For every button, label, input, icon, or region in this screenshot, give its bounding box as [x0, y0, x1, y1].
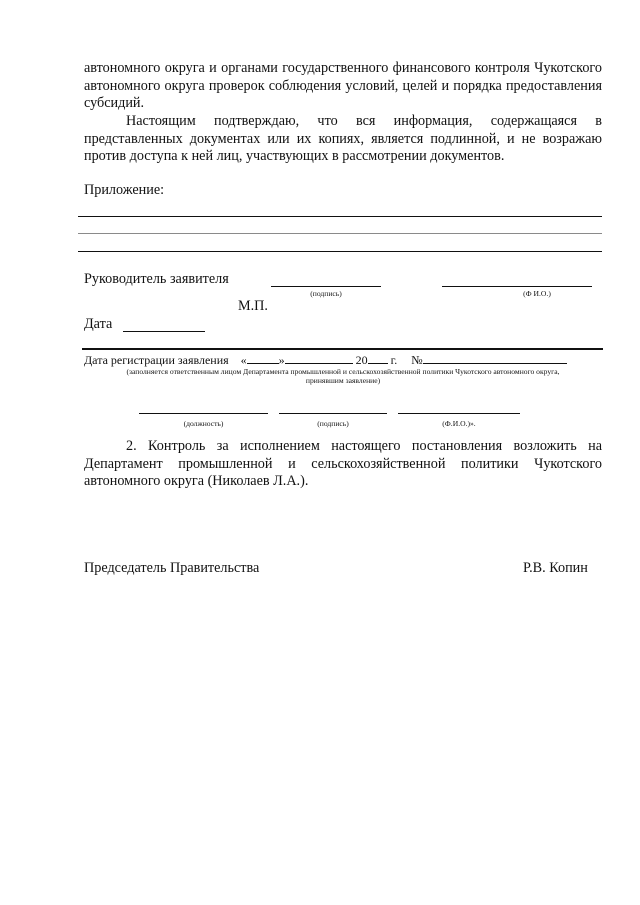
registration-note-line-1: (заполняется ответственным лицом Департамента промышленной и сельскохозяйственной политики Чукотского автономного округа,	[126, 367, 560, 376]
head-fio-line	[442, 286, 592, 287]
date-line	[123, 331, 205, 332]
registrar-fio-caption: (Ф.И.О.)».	[442, 419, 476, 428]
appendix-line-2	[78, 233, 602, 234]
chair-name: Р.В. Копин	[523, 560, 588, 576]
head-signature-caption: (подпись)	[310, 289, 342, 298]
registration-row	[84, 351, 567, 368]
registration-month-line	[285, 351, 353, 364]
registration-year-line	[368, 351, 388, 364]
head-fio-caption: (Ф И.О.)	[523, 289, 551, 298]
registration-label: Дата регистрации заявления	[84, 353, 229, 367]
position-line	[139, 413, 268, 414]
head-of-applicant-label: Руководитель заявителя	[84, 271, 229, 287]
confirmation-paragraph: Настоящим подтверждаю, что вся информация, содержащаяся в представленных документах или их копиях, является подлинной, и не возражаю против доступа к ней лиц, участвующих в рассмотрении документов.	[84, 113, 602, 165]
continuation-paragraph: автономного округа и органами государственного финансового контроля Чукотского автономного округа проверок соблюдения условий, целей и порядка предоставления субсидий.	[84, 60, 602, 112]
registrar-signature-line	[279, 413, 387, 414]
registration-year-suffix: г.	[390, 353, 398, 367]
position-caption: (должность)	[183, 419, 224, 428]
registration-open-quote: «	[240, 353, 247, 367]
registration-number-sign: №	[411, 353, 423, 367]
date-label: Дата	[84, 316, 113, 332]
registration-note-line-2: принявшим заявление)	[305, 376, 381, 385]
control-paragraph: 2. Контроль за исполнением настоящего постановления возложить на Департамент промышленной и сельскохозяйственной политики Чукотского автономного округа (Николаев Л.А.).	[84, 438, 602, 490]
registration-year-prefix: 20	[355, 353, 368, 367]
appendix-label: Приложение:	[84, 182, 165, 198]
registrar-fio-line	[398, 413, 520, 414]
head-signature-line	[271, 286, 381, 287]
registrar-signature-caption: (подпись)	[317, 419, 349, 428]
appendix-line-3	[78, 251, 602, 252]
registration-close-quote: »	[278, 353, 285, 367]
chair-title: Председатель Правительства	[84, 560, 260, 576]
registration-day-line	[247, 351, 279, 364]
appendix-line-1	[78, 216, 602, 217]
registration-number-line	[423, 351, 567, 364]
stamp-label: М.П.	[238, 298, 268, 314]
registration-separator	[82, 348, 603, 350]
